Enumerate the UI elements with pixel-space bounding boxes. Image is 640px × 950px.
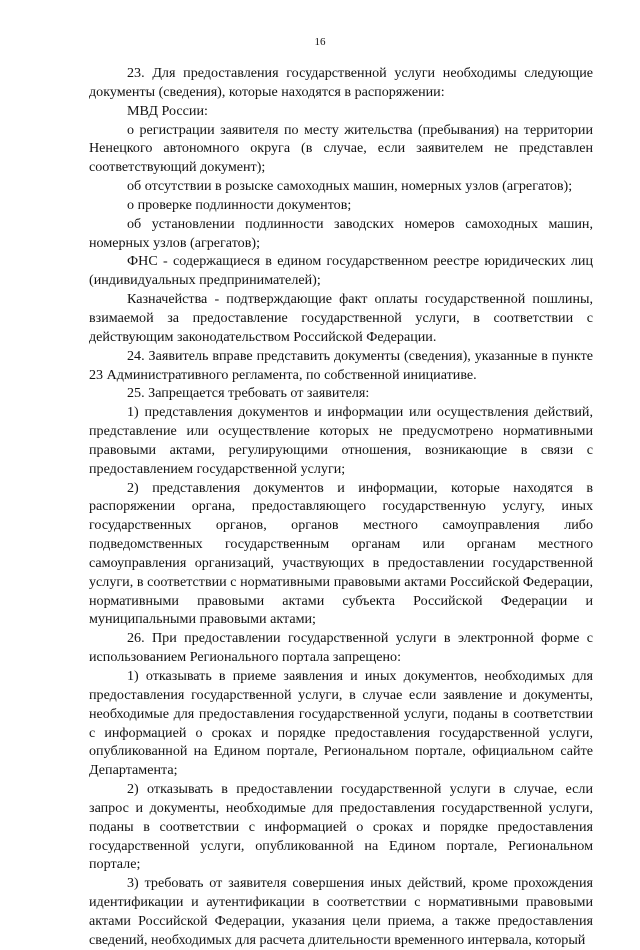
paragraph-treasury: Казначейства - подтверждающие факт оплаты государственной пошлины, взимаемой за предоставление государственной услуги, в соответствии с действующим законодательством Российской Федерации. — [89, 291, 593, 345]
paragraph-25-item-1: 1) представления документов и информации или осуществления действий, представление или осуществление которых не предусмотрено нормативными правовыми актами, регулирующими отношения, возникающие в связи с предоставлением государственной услуги; — [89, 404, 593, 477]
paragraph-24: 24. Заявитель вправе представить документы (сведения), указанные в пункте 23 Административного регламента, по собственной инициативе. — [89, 347, 593, 383]
paragraph-mvd-serial-numbers: об установлении подлинности заводских номеров самоходных машин, номерных узлов (агрегатов); — [89, 215, 593, 251]
page-number: 16 — [314, 36, 326, 48]
paragraph-26: 26. При предоставлении государственной услуги в электронной форме с использованием Регионального портала запрещено: — [89, 630, 593, 666]
paragraph-mvd-heading: МВД России: — [127, 102, 208, 119]
paragraph-26-item-2: 2) отказывать в предоставлении государственной услуги в случае, если запрос и документы, необходимые для предоставления государственной услуги, поданы в соответствии с информацией о сроках и порядке предоставления государственной услуги, опубликованной на Едином портале, Региональном портале; — [89, 781, 593, 873]
paragraph-fns: ФНС - содержащиеся в едином государственном реестре юридических лиц (индивидуальных предпринимателей); — [89, 253, 593, 289]
paragraph-25-item-2: 2) представления документов и информации, которые находятся в распоряжении органа, предоставляющего государственную услугу, иных государственных органов, органов местного самоуправления либо подведомственных государственным органам или органам местного самоуправления организаций, участвующих в предоставлении государственной услуги, в соответствии с нормативными правовыми актами Российской Федерации, нормативными правовыми актами субъекта Российской Федерации и муниципальными правовыми актами; — [89, 479, 593, 628]
paragraph-mvd-authenticity: о проверке подлинности документов; — [127, 196, 352, 213]
paragraph-mvd-registration: о регистрации заявителя по месту жительства (пребывания) на территории Ненецкого автономного округа (в случае, если заявителем не представлен соответствующий документ); — [89, 121, 593, 176]
paragraph-23: 23. Для предоставления государственной услуги необходимы следующие документы (сведения), которые находятся в распоряжении: — [89, 65, 593, 100]
paragraph-26-item-3: 3) требовать от заявителя совершения иных действий, кроме прохождения идентификации и аутентификации в соответствии с нормативными правовыми актами Российской Федерации, указания цели приема, а также предоставления сведений, необходимых для расчета длительности временного интервала, который — [89, 875, 593, 948]
document-body — [89, 64, 593, 950]
paragraph-26-item-1: 1) отказывать в приеме заявления и иных документов, необходимых для предоставления государственной услуги, в случае если заявление и документы, необходимые для предоставления государственной услуги, поданы в соответствии с информацией о сроках и порядке предоставления государственной услуги, опубликованной на Едином портале, Региональном портале, официальном сайте Департамента; — [89, 668, 593, 779]
paragraph-25: 25. Запрещается требовать от заявителя: — [127, 385, 370, 402]
paragraph-mvd-wanted: об отсутствии в розыске самоходных машин, номерных узлов (агрегатов); — [127, 178, 573, 195]
